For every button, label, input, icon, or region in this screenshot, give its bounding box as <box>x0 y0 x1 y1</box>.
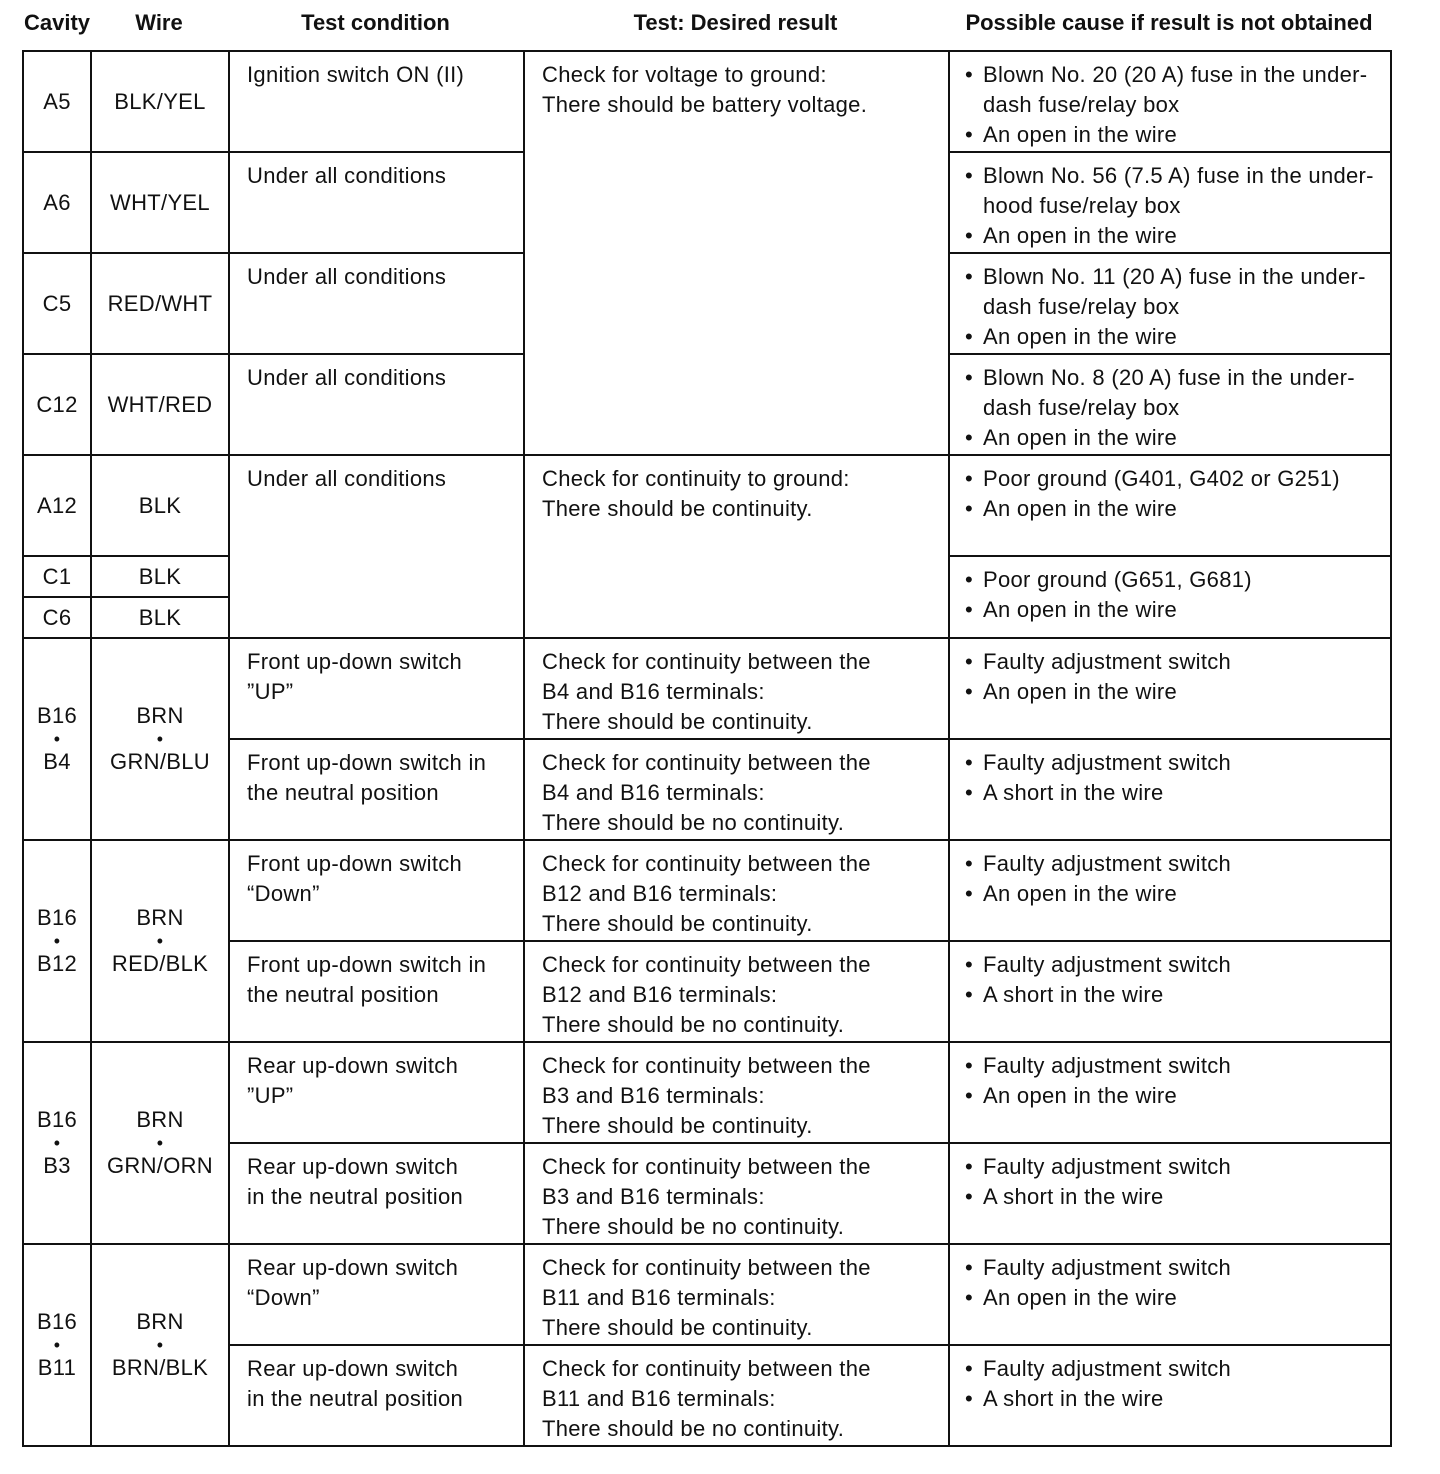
bullet-separator: • <box>156 1335 164 1355</box>
wire-bottom: BRN/BLK <box>111 1355 209 1380</box>
cause-cell <box>949 556 1391 638</box>
bullet-separator: • <box>156 729 164 749</box>
wire-cell <box>91 638 229 840</box>
result-line: B4 and B16 terminals: <box>542 780 765 805</box>
cavity-cell <box>23 1244 91 1446</box>
condition-line: Rear up-down switch <box>247 1053 459 1078</box>
condition-line: in the neutral position <box>247 1184 464 1209</box>
result-cell <box>524 840 949 941</box>
wire-bottom: RED/BLK <box>111 951 209 976</box>
table-row <box>23 840 1391 941</box>
condition-cell: Under all conditions <box>229 253 524 354</box>
cause-item: • Faulty adjustment switch <box>965 1354 1382 1384</box>
condition-cell <box>229 1143 524 1244</box>
wire-cell: BLK/YEL <box>91 51 229 152</box>
cause-item: • Faulty adjustment switch <box>965 647 1382 677</box>
result-line: Check for voltage to ground: <box>542 62 827 87</box>
cavity-bottom: B11 <box>37 1355 77 1380</box>
cavity-cell: A5 <box>23 51 91 152</box>
wire-cell <box>91 1042 229 1244</box>
cause-item: • A short in the wire <box>965 1182 1382 1212</box>
condition-cell: Ignition switch ON (II) <box>229 51 524 152</box>
cavity-top: B16 <box>36 1107 78 1132</box>
result-cell <box>524 638 949 739</box>
wire-cell: BLK <box>91 597 229 638</box>
table-row <box>23 941 1391 1042</box>
result-line: B11 and B16 terminals: <box>542 1285 776 1310</box>
cause-item: • A short in the wire <box>965 778 1382 808</box>
cause-item: • An open in the wire <box>965 494 1382 524</box>
cause-cell <box>949 152 1391 253</box>
result-line: Check for continuity between the <box>542 649 871 674</box>
result-line: There should be no continuity. <box>542 1416 845 1441</box>
result-cell <box>524 941 949 1042</box>
cause-item: • Faulty adjustment switch <box>965 1152 1382 1182</box>
condition-cell: Under all conditions <box>229 455 524 638</box>
cavity-top: B16 <box>36 905 78 930</box>
cause-item: • An open in the wire <box>965 120 1382 150</box>
table-row <box>23 51 1391 152</box>
cause-cell <box>949 739 1391 840</box>
cause-cell <box>949 840 1391 941</box>
header-possible-cause: Possible cause if result is not obtained <box>965 10 1373 35</box>
table-row <box>23 739 1391 840</box>
result-line: There should be no continuity. <box>542 810 845 835</box>
cavity-cell: C6 <box>23 597 91 638</box>
table-row <box>23 1244 1391 1345</box>
troubleshooting-table <box>22 50 1392 1447</box>
bullet-separator: • <box>53 729 61 749</box>
cause-item: • An open in the wire <box>965 1081 1382 1111</box>
cause-cell <box>949 1345 1391 1446</box>
cause-item: • Faulty adjustment switch <box>965 748 1382 778</box>
result-line: Check for continuity between the <box>542 952 871 977</box>
table-row <box>23 455 1391 556</box>
header-cavity: Cavity <box>23 10 91 35</box>
result-line: There should be no continuity. <box>542 1012 845 1037</box>
cause-item: • Faulty adjustment switch <box>965 849 1382 879</box>
condition-cell <box>229 1345 524 1446</box>
condition-line: in the neutral position <box>247 1386 464 1411</box>
wire-top: BRN <box>136 905 184 930</box>
result-line: There should be continuity. <box>542 1315 813 1340</box>
cause-item: • Faulty adjustment switch <box>965 950 1382 980</box>
cause-cell <box>949 1244 1391 1345</box>
result-line: There should be continuity. <box>542 496 813 521</box>
result-cell <box>524 1244 949 1345</box>
result-line: B4 and B16 terminals: <box>542 679 765 704</box>
wire-top: BRN <box>136 1107 184 1132</box>
cavity-cell: C12 <box>23 354 91 455</box>
wire-cell <box>91 840 229 1042</box>
condition-line: “Down” <box>247 1285 320 1310</box>
condition-line: Front up-down switch <box>247 649 463 674</box>
cavity-top: B16 <box>36 1309 78 1334</box>
cause-item: • An open in the wire <box>965 423 1382 453</box>
cause-cell <box>949 638 1391 739</box>
condition-line: Front up-down switch in <box>247 750 487 775</box>
wire-cell: WHT/RED <box>91 354 229 455</box>
wire-bottom: GRN/BLU <box>110 749 210 774</box>
cavity-cell: C1 <box>23 556 91 597</box>
cause-item: • A short in the wire <box>965 1384 1382 1414</box>
condition-cell <box>229 1042 524 1143</box>
cause-cell <box>949 354 1391 455</box>
result-line: B12 and B16 terminals: <box>542 982 778 1007</box>
bullet-separator: • <box>156 1133 164 1153</box>
bullet-separator: • <box>53 931 61 951</box>
wire-cell: BLK <box>91 455 229 556</box>
wire-cell: BLK <box>91 556 229 597</box>
condition-cell <box>229 1244 524 1345</box>
table-row <box>23 1345 1391 1446</box>
condition-line: Front up-down switch <box>247 851 463 876</box>
cause-item: • Blown No. 11 (20 A) fuse in the under-dash fuse/relay box <box>965 262 1382 322</box>
cause-cell <box>949 455 1391 556</box>
table-row <box>23 1042 1391 1143</box>
cause-item: • An open in the wire <box>965 879 1382 909</box>
cause-item: • Blown No. 20 (20 A) fuse in the under-dash fuse/relay box <box>965 60 1382 120</box>
condition-line: ”UP” <box>247 679 294 704</box>
cavity-bottom: B12 <box>36 951 78 976</box>
condition-cell <box>229 739 524 840</box>
result-line: There should be no continuity. <box>542 1214 845 1239</box>
result-cell <box>524 739 949 840</box>
result-cell-voltage <box>524 51 949 455</box>
cause-cell <box>949 941 1391 1042</box>
cavity-cell <box>23 1042 91 1244</box>
result-line: Check for continuity between the <box>542 1255 871 1280</box>
condition-line: ”UP” <box>247 1083 294 1108</box>
result-line: B3 and B16 terminals: <box>542 1083 765 1108</box>
cause-item: • Blown No. 8 (20 A) fuse in the under-dash fuse/relay box <box>965 363 1382 423</box>
result-line: There should be continuity. <box>542 1113 813 1138</box>
condition-line: Rear up-down switch <box>247 1154 459 1179</box>
result-line: Check for continuity to ground: <box>542 466 850 491</box>
cavity-top: B16 <box>36 703 78 728</box>
condition-cell: Under all conditions <box>229 152 524 253</box>
condition-line: the neutral position <box>247 982 439 1007</box>
condition-line: “Down” <box>247 881 320 906</box>
wire-top: BRN <box>136 1309 184 1334</box>
cavity-cell: C5 <box>23 253 91 354</box>
result-cell <box>524 1345 949 1446</box>
cavity-cell: A12 <box>23 455 91 556</box>
result-cell <box>524 1143 949 1244</box>
cause-item: • A short in the wire <box>965 980 1382 1010</box>
cause-item: • Poor ground (G651, G681) <box>965 565 1382 595</box>
cause-item: • Faulty adjustment switch <box>965 1051 1382 1081</box>
condition-line: Rear up-down switch <box>247 1255 459 1280</box>
condition-cell <box>229 941 524 1042</box>
result-line: Check for continuity between the <box>542 1356 871 1381</box>
condition-line: the neutral position <box>247 780 439 805</box>
result-cell-ground <box>524 455 949 638</box>
condition-cell <box>229 638 524 739</box>
wire-bottom: GRN/ORN <box>107 1153 213 1178</box>
cause-item: • An open in the wire <box>965 1283 1382 1313</box>
cavity-cell <box>23 638 91 840</box>
wire-top: BRN <box>136 703 184 728</box>
cause-cell <box>949 51 1391 152</box>
result-line: There should be battery voltage. <box>542 92 868 117</box>
result-line: B12 and B16 terminals: <box>542 881 778 906</box>
cavity-cell: A6 <box>23 152 91 253</box>
wire-cell: RED/WHT <box>91 253 229 354</box>
table-row <box>23 638 1391 739</box>
cause-item: • An open in the wire <box>965 221 1382 251</box>
condition-cell <box>229 840 524 941</box>
result-line: Check for continuity between the <box>542 1053 871 1078</box>
result-line: Check for continuity between the <box>542 1154 871 1179</box>
table-row <box>23 1143 1391 1244</box>
condition-line: Rear up-down switch <box>247 1356 459 1381</box>
cavity-bottom: B3 <box>43 1153 71 1178</box>
cause-item: • An open in the wire <box>965 595 1382 625</box>
cause-item: • An open in the wire <box>965 677 1382 707</box>
cause-cell <box>949 1042 1391 1143</box>
cause-item: • An open in the wire <box>965 322 1382 352</box>
header-wire: Wire <box>135 10 183 35</box>
condition-cell: Under all conditions <box>229 354 524 455</box>
header-test-condition: Test condition <box>301 10 450 35</box>
cavity-bottom: B4 <box>43 749 71 774</box>
bullet-separator: • <box>53 1133 61 1153</box>
wire-cell <box>91 1244 229 1446</box>
header-desired-result: Test: Desired result <box>633 10 838 35</box>
result-line: Check for continuity between the <box>542 851 871 876</box>
result-line: B11 and B16 terminals: <box>542 1386 776 1411</box>
cause-cell <box>949 1143 1391 1244</box>
result-line: Check for continuity between the <box>542 750 871 775</box>
cause-item: • Poor ground (G401, G402 or G251) <box>965 464 1382 494</box>
cause-item: • Faulty adjustment switch <box>965 1253 1382 1283</box>
condition-line: Front up-down switch in <box>247 952 487 977</box>
cause-cell <box>949 253 1391 354</box>
result-cell <box>524 1042 949 1143</box>
bullet-separator: • <box>156 931 164 951</box>
cavity-cell <box>23 840 91 1042</box>
wire-cell: WHT/YEL <box>91 152 229 253</box>
bullet-separator: • <box>53 1335 61 1355</box>
result-line: There should be continuity. <box>542 709 813 734</box>
cause-item: • Blown No. 56 (7.5 A) fuse in the under-hood fuse/relay box <box>965 161 1382 221</box>
result-line: B3 and B16 terminals: <box>542 1184 765 1209</box>
result-line: There should be continuity. <box>542 911 813 936</box>
